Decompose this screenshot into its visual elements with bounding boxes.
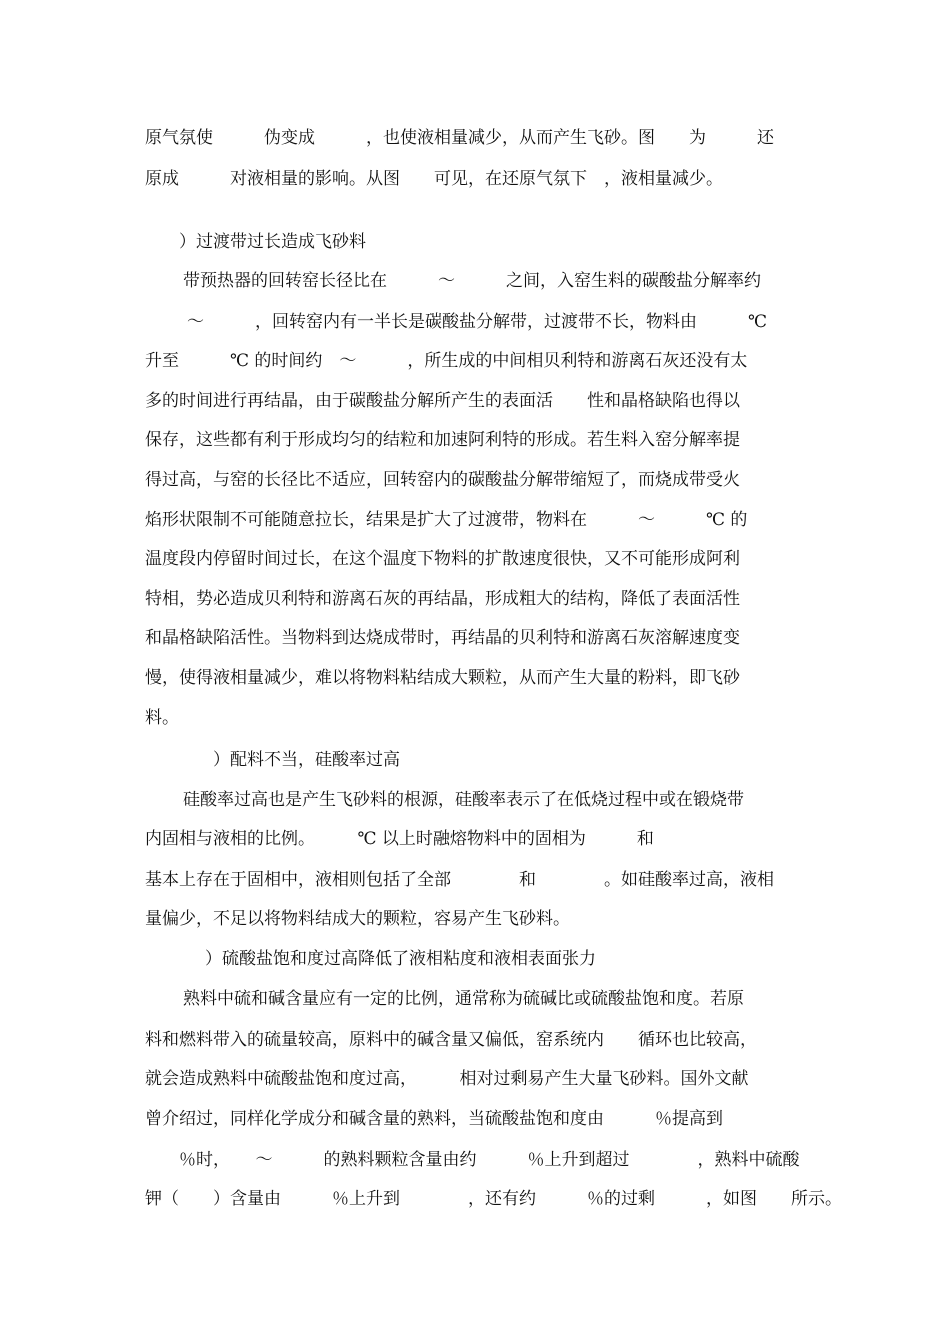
text-line: 焰形状限制不可能随意拉长，结果是扩大了过渡带，物料在 ～ ℃ 的	[145, 510, 748, 530]
section-heading: ）硫酸盐饱和度过高降低了液相粘度和液相表面张力	[188, 949, 596, 969]
text-line: 曾介绍过，同样化学成分和碱含量的熟料，当硫酸盐饱和度由 ％提高到	[145, 1109, 723, 1129]
section-heading: ）过渡带过长造成飞砂料	[162, 232, 366, 252]
text-line: 硅酸率过高也是产生飞砂料的根源，硅酸率表示了在低烧过程中或在锻烧带	[183, 790, 744, 810]
text-line: 得过高，与窑的长径比不适应，回转窑内的碳酸盐分解带缩短了，而烧成带受火	[145, 470, 740, 490]
text-line: 内固相与液相的比例。 ℃ 以上时融熔物料中的固相为 和	[145, 829, 654, 849]
text-line: 基本上存在于固相中，液相则包括了全部 和 。如硅酸率过高，液相	[145, 870, 774, 890]
text-line: 钾（ ）含量由 ％上升到 ，还有约 ％的过剩 ，如图 所示。	[145, 1189, 842, 1209]
text-line: ～ ，回转窑内有一半长是碳酸盐分解带，过渡带不长，物料由 ℃	[170, 312, 768, 332]
text-line: 原气氛使 伪变成 ，也使液相量减少，从而产生飞砂。图 为 还	[145, 128, 774, 148]
section-heading: ）配料不当，硅酸率过高	[196, 750, 400, 770]
text-line: ％时， ～ 的熟料颗粒含量由约 ％上升到超过 ，熟料中硫酸	[162, 1150, 800, 1170]
text-line: 量偏少，不足以将物料结成大的颗粒，容易产生飞砂料。	[145, 909, 570, 929]
text-line: 料。	[145, 708, 179, 728]
text-line: 原成 对液相量的影响。从图 可见，在还原气氛下 ，液相量减少。	[145, 169, 723, 189]
text-line: 特相，势必造成贝利特和游离石灰的再结晶，形成粗大的结构，降低了表面活性	[145, 589, 740, 609]
text-line: 熟料中硫和碱含量应有一定的比例，通常称为硫碱比或硫酸盐饱和度。若原	[183, 989, 744, 1009]
text-line: 慢，使得液相量减少，难以将物料粘结成大颗粒，从而产生大量的粉料，即飞砂	[145, 668, 740, 688]
text-line: 就会造成熟料中硫酸盐饱和度过高， 相对过剩易产生大量飞砂料。国外文献	[145, 1069, 749, 1089]
text-line: 温度段内停留时间过长，在这个温度下物料的扩散速度很快，又不可能形成阿利	[145, 549, 740, 569]
text-line: 带预热器的回转窑长径比在 ～ 之间，入窑生料的碳酸盐分解率约	[183, 271, 761, 291]
text-line: 升至 ℃ 的时间约 ～ ，所生成的中间相贝利特和游离石灰还没有太	[145, 351, 748, 371]
text-line: 料和燃料带入的硫量较高，原料中的碱含量又偏低，窑系统内 循环也比较高，	[145, 1030, 757, 1050]
text-line: 和晶格缺陷活性。当物料到达烧成带时，再结晶的贝利特和游离石灰溶解速度变	[145, 628, 740, 648]
text-line: 保存，这些都有利于形成均匀的结粒和加速阿利特的形成。若生料入窑分解率提	[145, 430, 740, 450]
text-line: 多的时间进行再结晶，由于碳酸盐分解所产生的表面活 性和晶格缺陷也得以	[145, 391, 740, 411]
